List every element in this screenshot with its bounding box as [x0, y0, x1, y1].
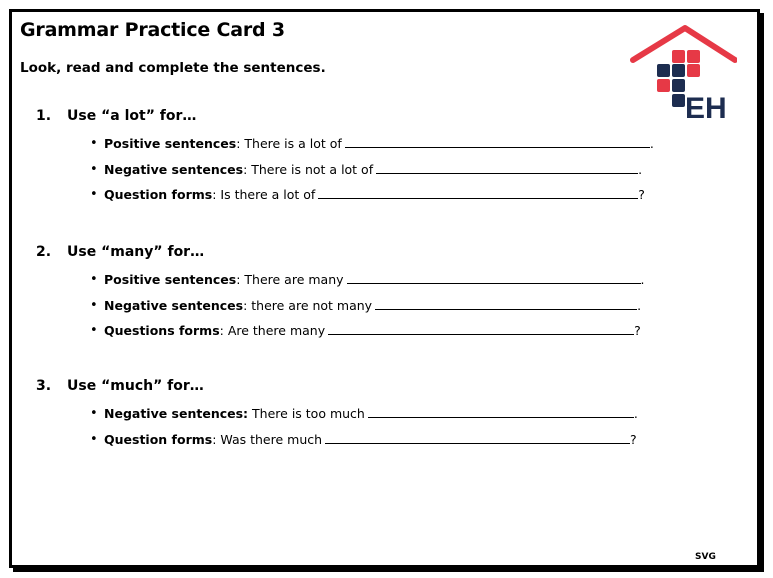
list-item: • Negative sentences: There is not a lot of . [36, 162, 736, 188]
eh-logo-icon [629, 24, 737, 119]
section-heading: Use “much” for… [67, 378, 204, 394]
section-heading: Use “a lot” for… [67, 108, 197, 124]
section-number: 2. [36, 244, 52, 260]
answer-blank [347, 272, 641, 284]
answer-blank [376, 162, 638, 174]
list-item: • Negative sentences: there are not many . [36, 298, 736, 324]
logo-text: EH [685, 92, 727, 119]
answer-blank [368, 406, 634, 418]
section-number: 1. [36, 108, 52, 124]
practice-card [9, 9, 760, 568]
list-item: • Positive sentences: There are many . [36, 272, 736, 298]
page-title: Grammar Practice Card 3 [20, 19, 285, 41]
instructions: Look, read and complete the sentences. [20, 60, 326, 76]
answer-blank [325, 432, 630, 444]
list-item: • Question forms: Was there much ? [36, 432, 736, 458]
list-item: • Question forms: Is there a lot of ? [36, 187, 736, 213]
section-heading: Use “many” for… [67, 244, 205, 260]
section-number: 3. [36, 378, 52, 394]
list-item: • Negative sentences: There is too much . [36, 406, 736, 432]
section-many [36, 244, 736, 349]
list-item: • Positive sentences: There is a lot of . [36, 136, 736, 162]
answer-blank [345, 136, 650, 148]
section-a-lot [36, 108, 736, 213]
answer-blank [328, 323, 634, 335]
list-item: • Questions forms: Are there many ? [36, 323, 736, 349]
answer-blank [375, 298, 637, 310]
author-signature: SVG [695, 552, 716, 562]
answer-blank [318, 187, 638, 199]
section-much [36, 378, 736, 457]
